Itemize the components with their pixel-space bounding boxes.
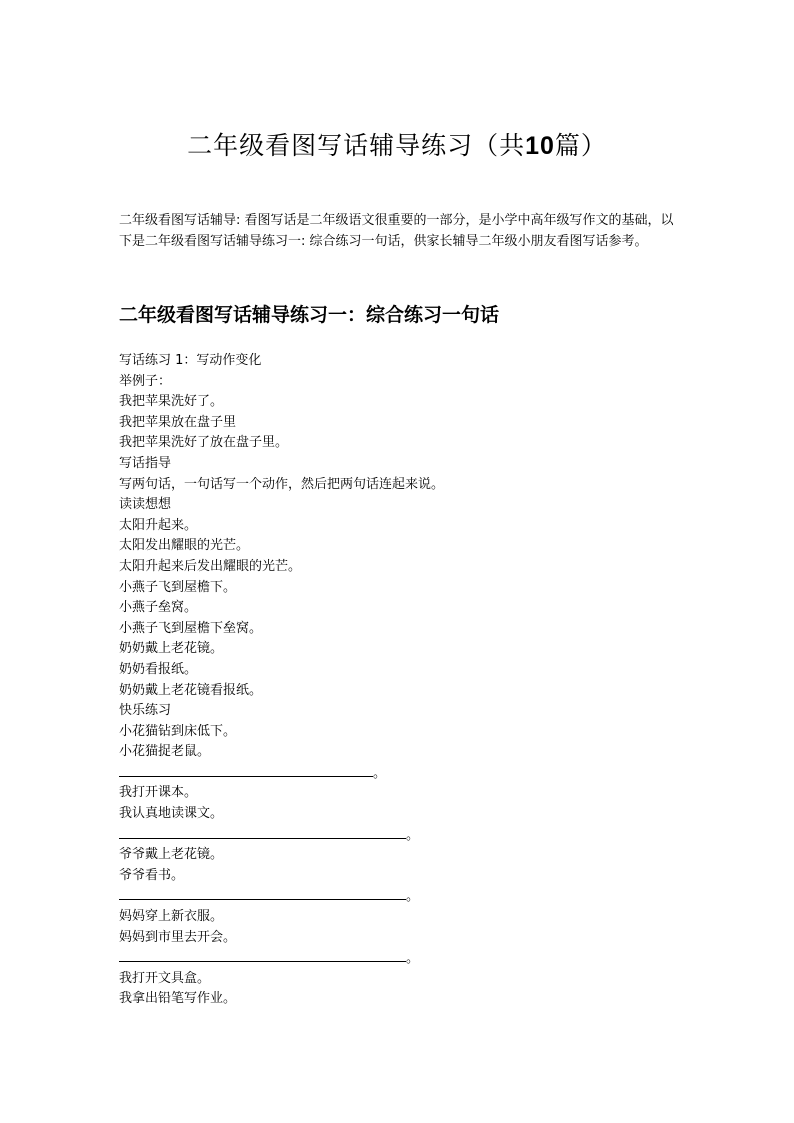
text-line: 我把苹果放在盘子里 (119, 414, 237, 430)
text-line: 太阳发出耀眼的光芒。 (119, 538, 250, 554)
answer-blank (119, 825, 406, 839)
text-line: 我认真地读课文。 (119, 806, 224, 822)
text-line: 奶奶戴上老花镜看报纸。 (119, 682, 263, 698)
answer-line (119, 948, 679, 969)
title-prefix: 二年级看图写话辅导练习（共 (187, 131, 526, 160)
answer-line (119, 825, 679, 846)
answer-end-mark: 。 (406, 827, 420, 843)
title-number: 10 (525, 132, 555, 160)
text-line: 太阳升起来。 (119, 517, 198, 533)
text-line: 写话练习 1：写动作变化 (119, 353, 262, 368)
text-line: 我打开文具盒。 (119, 970, 211, 986)
text-line: 小花猫钻到床低下。 (119, 723, 237, 739)
text-line: 快乐练习 (119, 703, 172, 719)
text-line: 妈妈穿上新衣服。 (119, 909, 224, 925)
text-line: 我打开课本。 (119, 785, 198, 801)
document-title (0, 126, 794, 162)
exercise-lines (119, 351, 679, 1010)
answer-end-mark: 。 (373, 765, 387, 781)
text-line: 奶奶戴上老花镜。 (119, 641, 224, 657)
text-line: 我拿出铅笔写作业。 (119, 991, 237, 1007)
text-line: 小燕子垒窝。 (119, 600, 198, 616)
answer-blank (119, 763, 373, 777)
text-line: 爷爷看书。 (119, 867, 185, 883)
answer-end-mark: 。 (406, 951, 420, 967)
text-line: 我把苹果洗好了。 (119, 394, 224, 410)
text-line: 写两句话，一句话写一个动作，然后把两句话连起来说。 (119, 476, 445, 492)
text-line: 读读想想 (119, 497, 172, 513)
text-line: 我把苹果洗好了放在盘子里。 (119, 435, 289, 451)
text-line: 举例子： (119, 373, 172, 389)
text-line: 太阳升起来后发出耀眼的光芒。 (119, 558, 302, 574)
text-line: 奶奶看报纸。 (119, 661, 198, 677)
text-line: 小花猫捉老鼠。 (119, 744, 211, 760)
text-line: 爷爷戴上老花镜。 (119, 847, 224, 863)
answer-end-mark: 。 (406, 889, 420, 905)
answer-line (119, 886, 679, 907)
section-heading: 二年级看图写话辅导练习一：综合练习一句话 (119, 304, 500, 326)
title-suffix: 篇） (554, 131, 607, 160)
text-line: 写话指导 (119, 455, 172, 471)
answer-blank (119, 948, 406, 962)
text-line: 妈妈到市里去开会。 (119, 929, 237, 945)
text-line: 小燕子飞到屋檐下垒窝。 (119, 620, 263, 636)
answer-blank (119, 886, 406, 900)
text-line: 小燕子飞到屋檐下。 (119, 579, 237, 595)
answer-line (119, 763, 679, 784)
intro-paragraph: 二年级看图写话辅导: 看图写话是二年级语文很重要的一部分，是小学中高年级写作文的基础，以下是二年级看图写话辅导练习一: 综合练习一句话，供家长辅导二年级小朋友看图写话参考。 (119, 213, 674, 249)
